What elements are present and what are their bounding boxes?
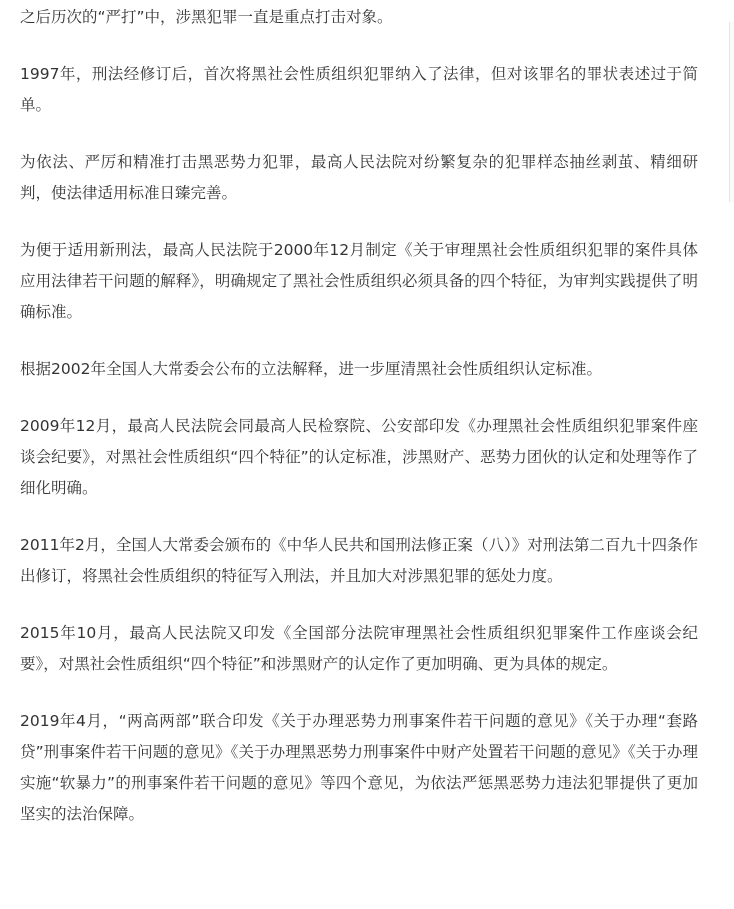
paragraph-3: 为依法、严厉和精准打击黑恶势力犯罪，最高人民法院对纷繁复杂的犯罪样态抽丝剥茧、精细研判，使法律适用标准日臻完善。 [20,153,698,202]
paragraph-9: 2019年4月，“两高两部”联合印发《关于办理恶势力刑事案件若干问题的意见》《关于办理“套路贷”刑事案件若干问题的意见》《关于办理黑恶势力刑事案件中财产处置若干问题的意见》《关于办理实施“软暴力”的刑事案件若干问题的意见》等四个意见，为依法严惩黑恶势力违法犯罪提供了更加坚实的法治保障。 [20,712,698,823]
paragraph-8: 2015年10月，最高人民法院又印发《全国部分法院审理黑社会性质组织犯罪案件工作座谈会纪要》，对黑社会性质组织“四个特征”和涉黑财产的认定作了更加明确、更为具体的规定。 [20,624,698,673]
paragraph-7: 2011年2月，全国人大常委会颁布的《中华人民共和国刑法修正案（八）》对刑法第二百九十四条作出修订，将黑社会性质组织的特征写入刑法，并且加大对涉黑犯罪的惩处力度。 [20,536,698,585]
article-body [20,0,698,856]
paragraph-2: 1997年，刑法经修订后，首次将黑社会性质组织犯罪纳入了法律，但对该罪名的罪状表述过于简单。 [20,65,698,114]
paragraph-5: 根据2002年全国人大常委会公布的立法解释，进一步厘清黑社会性质组织认定标准。 [20,360,602,378]
paragraph-6: 2009年12月，最高人民法院会同最高人民检察院、公安部印发《办理黑社会性质组织犯罪案件座谈会纪要》，对黑社会性质组织“四个特征”的认定标准，涉黑财产、恶势力团伙的认定和处理等作了细化明确。 [20,417,698,497]
side-panel-edge [729,22,734,202]
paragraph-4: 为便于适用新刑法，最高人民法院于2000年12月制定《关于审理黑社会性质组织犯罪的案件具体应用法律若干问题的解释》，明确规定了黑社会性质组织必须具备的四个特征，为审判实践提供了明确标准。 [20,241,698,321]
paragraph-1: 之后历次的“严打”中，涉黑犯罪一直是重点打击对象。 [20,8,393,26]
